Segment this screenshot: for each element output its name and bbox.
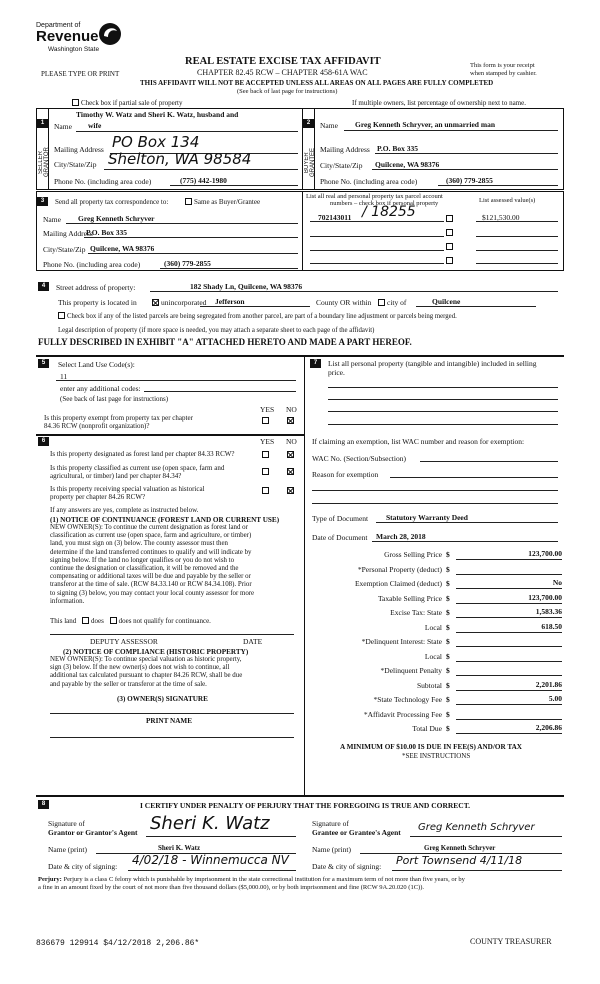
grantee-name-label: Name (print) [312,845,351,854]
deputy-date-label: DATE [243,637,263,646]
calc-currency: $ [446,637,450,646]
unincorporated-checkbox[interactable] [152,299,159,306]
parcels-header-1: List all real and personal property tax parcel account [306,193,443,200]
calc-label: Gross Selling Price [384,550,442,559]
perjury-text-1: Perjury is a class C felony which is punishable by imprisonment in the state correctional institution for a maximum term of not more than five years, or by [63,876,465,883]
calc-row [306,592,568,604]
calc-row [306,693,568,705]
current-use-question-1: Is this property classified as current use (open space, farm and [50,464,225,472]
tax-corr-name-label: Name [43,215,61,224]
calc-currency: $ [446,709,450,719]
street-label: Street address of property: [56,283,136,292]
seller-name-line1: Timothy W. Watz and Sheri K. Watz, husband and [76,110,239,119]
city-value: Quilcene [432,297,461,306]
form-title: REAL ESTATE EXCISE TAX AFFIDAVIT [185,56,381,67]
calc-row [306,708,568,720]
buyer-mailing-label: Mailing Address [320,145,370,154]
if-any-yes-text: If any answers are yes, complete as instructed below. [50,506,199,514]
partial-sale-label: Check box if partial sale of property [81,99,183,107]
calc-label: Local [424,622,442,632]
notice-line: transferor at the time of sale. (RCW 84.33.140 or RCW 84.34.108). Prior [50,581,252,589]
exempt-no-checkbox[interactable] [287,417,294,424]
calc-label: *State Technology Fee [373,695,442,704]
current-use-yes-checkbox[interactable] [262,468,269,475]
segregated-label: Check box if any of the listed parcels are being segregated from another parcel, are part of a boundary line adjustment or parcels being merged. [67,313,457,320]
receipt-note-2: when stamped by cashier. [470,70,537,77]
section-2-number: 2 [303,119,314,128]
parcel-2-personal-checkbox[interactable] [446,229,453,236]
grantee-signature: Greg Kenneth Schryver [418,822,535,833]
notice-line: to signing (3) below, you may contact your local county assessor for more [50,589,255,597]
segregated-checkbox[interactable] [58,312,65,319]
calc-value: No [552,578,562,587]
notice-line: compensating or additional taxes will be due and payable by the seller or [50,573,251,581]
seller-phone-label: Phone No. (including area code) [54,177,152,186]
buyer-name-value: Greg Kenneth Schryver, an unmarried man [355,120,495,129]
perjury-line-2: a fine in an amount fixed by the court of not more than five thousand dollars ($5,000.00), or by both imprisonment and fine (RCW 9A.20.020 (1C)). [38,884,425,891]
grantor-name-value: Sheri K. Watz [158,844,201,852]
notice-line: continue the designation or classification, it will be removed and the [50,565,239,573]
tax-corr-city-label: City/State/Zip [43,245,86,254]
notice-line: NEW OWNER(S): To continue special valuation as historic property, [50,656,242,663]
seller-side-label: SELLER GRANTOR [38,147,50,178]
calc-row [306,635,568,647]
grantee-sig-label-b: Grantee or Grantee's Agent [312,828,401,837]
notice1-title: (1) NOTICE OF CONTINUANCE (FOREST LAND OR CURRENT USE) [50,516,280,524]
parcel-number: 702143011 [318,213,352,222]
parcel-1-personal-checkbox[interactable] [446,215,453,222]
forest-no-checkbox[interactable] [287,451,294,458]
certify-text: I CERTIFY UNDER PENALTY OF PERJURY THAT THE FOREGOING IS TRUE AND CORRECT. [140,801,471,810]
exempt-yes-checkbox[interactable] [262,417,269,424]
minimum-fee-note-2: *SEE INSTRUCTIONS [402,752,471,760]
calc-row [306,548,568,560]
same-as-buyer-checkbox[interactable] [185,198,192,205]
located-in-label: This property is located in [58,298,137,307]
calc-value: 123,700.00 [528,592,562,602]
county-value: Jefferson [215,297,245,306]
calc-row [306,563,568,575]
seller-name-label: Name [54,122,72,131]
does-checkbox[interactable] [82,617,89,624]
doc-type-value: Statutory Warranty Deed [386,513,468,522]
print-name-label: PRINT NAME [146,717,192,725]
form-see-back: (See back of last page for instructions) [237,88,338,95]
parcel-3-personal-checkbox[interactable] [446,243,453,250]
fully-described-text: FULLY DESCRIBED IN EXHIBIT "A" ATTACHED HERETO AND MADE A PART HEREOF. [38,337,412,347]
personal-property-label-2: price. [328,368,345,377]
seller-city-value: Shelton, WA 98584 [108,150,252,168]
tax-corr-mailing-label: Mailing Address [43,229,93,238]
form-chapter: CHAPTER 82.45 RCW – CHAPTER 458-61A WAC [197,68,368,77]
section6-yes-header: YES [260,437,275,446]
historic-question-1: Is this property receiving special valuation as historical [50,485,205,493]
tax-corr-name-value: Greg Kenneth Schryver [78,214,155,223]
notice2-body [50,656,300,689]
parcel-handwritten: / 18255 [362,204,416,220]
calc-label: *Affidavit Processing Fee [363,709,442,719]
city-of-checkbox[interactable] [378,299,385,306]
calc-label: Subtotal [416,680,442,690]
calc-row [306,621,568,633]
calc-row [306,577,568,589]
grantor-date-value: 4/02/18 - Winnemucca NV [132,853,289,867]
seller-mailing-label: Mailing Address [54,145,104,154]
exempt-question-2: 84.36 RCW (nonprofit organization)? [44,422,150,430]
grantee-date-label: Date & city of signing: [312,862,382,871]
notice-line: land, you must sign on (3) below. The county assessor must then [50,540,228,548]
buyer-side-label: BUYER GRANTEE [304,148,316,178]
tax-corr-label: Send all property tax correspondence to: [55,198,169,206]
seller-city-label: City/State/Zip [54,160,97,169]
grantor-name-label: Name (print) [48,845,87,854]
calc-value: 2,206.86 [535,723,562,732]
city-of-label: city of [387,298,407,307]
parcels-header-2: numbers – check box if personal property [330,200,439,207]
buyer-phone-value: (360) 779-2855 [446,176,493,185]
calc-currency: $ [446,564,450,574]
land-use-see-back: (See back of last page for instructions) [60,395,169,403]
current-use-no-checkbox[interactable] [287,468,294,475]
notice-line: and payable by the seller or transferor at the time of sale. [50,680,207,688]
calc-label: Total Due [412,724,442,733]
calc-currency: $ [446,622,450,632]
street-value: 182 Shady Ln, Quilcene, WA 98376 [190,282,303,291]
assessed-header: List assessed value(s) [479,197,536,204]
exemption-label: If claiming an exemption, list WAC number and reason for exemption: [312,437,525,446]
forest-yes-checkbox[interactable] [262,451,269,458]
grantee-date-value: Port Townsend 4/11/18 [396,854,523,867]
tax-corr-phone-label: Phone No. (including area code) [43,260,141,269]
calc-row [306,650,568,662]
multiple-owners-note: If multiple owners, list percentage of ownership next to name. [352,99,526,107]
same-as-buyer-label: Same as Buyer/Grantee [194,198,261,206]
buyer-mailing-value: P.O. Box 335 [377,144,418,153]
calc-currency: $ [446,608,450,617]
unincorporated-row[interactable] [152,298,206,307]
calc-value: 123,700.00 [528,549,562,558]
notice-line: signing below. If the land no longer qualifies or you do not wish to [50,556,235,564]
logo [36,22,126,56]
does-not-checkbox[interactable] [110,617,117,624]
section-8-number: 8 [38,800,49,809]
does-not-label: does not qualify for continuance. [118,617,211,625]
section6-no-header: NO [286,437,297,446]
seller-name-line2: wife [88,121,102,130]
calc-label: Local [424,651,442,661]
section-1-number: 1 [37,119,48,128]
grantor-signature: Sheri K. Watz [150,813,270,834]
calc-currency: $ [446,593,450,603]
grantor-sig-label-a: Signature of [48,819,85,828]
calc-label: Exemption Claimed (deduct) [354,579,442,588]
perjury-label: Perjury: [38,876,62,883]
tax-corr-phone-value: (360) 779-2855 [164,259,211,268]
calc-value: 618.50 [541,621,562,631]
calc-row [306,606,568,618]
historic-no-checkbox[interactable] [287,487,294,494]
doc-date-label: Date of Document [312,533,368,542]
buyer-phone-label: Phone No. (including area code) [320,177,418,186]
calc-label: *Personal Property (deduct) [357,564,442,574]
same-as-buyer-row[interactable] [185,198,260,206]
receipt-note-1: This form is your receipt [470,62,535,69]
tax-corr-city-value: Quilcene, WA 98376 [90,244,155,253]
notice-line: additional tax calculated pursuant to chapter 84.26 RCW, shall be due [50,672,243,680]
perjury-line-1 [38,876,465,883]
doc-date-value: March 28, 2018 [376,532,426,541]
deputy-assessor-label: DEPUTY ASSESSOR [90,637,158,646]
historic-yes-checkbox[interactable] [262,487,269,494]
calc-row [306,664,568,676]
segregated-row[interactable] [58,312,457,320]
calc-label: Taxable Selling Price [377,593,442,603]
does-label: does [91,617,104,625]
section5-yes-header: YES [260,405,275,414]
current-use-question-2: agricultural, or timber) land per chapter 84.34? [50,472,182,480]
calc-row [306,722,568,734]
notice-line: determine if the land transferred continues to qualify and will indicate by [50,548,252,556]
section-4-number: 4 [38,282,49,291]
calc-label: *Delinquent Penalty [380,666,442,675]
partial-sale-checkbox-row[interactable] [72,99,182,107]
personal-property-label-1: List all personal property (tangible and intangible) included in selling [328,359,537,368]
calc-row [306,679,568,691]
section-6-number: 6 [38,437,49,446]
receipt-stamp: 836679 129914 $4/12/2018 2,206.86* [36,939,200,948]
grantee-name-value: Greg Kenneth Schryver [424,844,496,852]
please-type-label: PLEASE TYPE OR PRINT [41,70,120,78]
historic-question-2: property per chapter 84.26 RCW? [50,493,146,501]
calc-label: *Delinquent Interest: State [361,637,442,646]
buyer-city-label: City/State/Zip [320,161,363,170]
land-use-value: 11 [60,372,68,381]
notice-line: information. [50,597,85,605]
notice-line: NEW OWNER(S): To continue the current designation as forest land or [50,524,248,531]
owner-signature-label: (3) OWNER(S) SIGNATURE [117,695,208,703]
notice2-title: (2) NOTICE OF COMPLIANCE (HISTORIC PROPERTY) [63,648,249,656]
buyer-city-value: Quilcene, WA 98376 [375,160,440,169]
calc-currency: $ [446,724,450,733]
doc-type-label: Type of Document [312,514,369,523]
grantor-date-label: Date & city of signing: [48,862,118,871]
calc-currency: $ [446,680,450,690]
tax-corr-mailing-value: P.O. Box 335 [86,228,127,237]
exempt-question-1: Is this property exempt from property tax per chapter [44,414,193,422]
buyer-name-label: Name [320,121,338,130]
partial-sale-checkbox[interactable] [72,99,79,106]
calc-currency: $ [446,550,450,559]
legal-desc-label: Legal description of property (if more space is needed, you may attach a separate sheet to each page of the affidavit) [58,327,375,334]
reason-label: Reason for exemption [312,470,379,479]
section-7-number: 7 [310,359,321,368]
land-use-label: Select Land Use Code(s): [58,360,135,369]
grantor-sig-label-b: Grantor or Grantor's Agent [48,828,138,837]
calc-currency: $ [446,666,450,675]
calc-value: 5.00 [548,694,562,703]
section-5-number: 5 [38,359,49,368]
calc-value: 2,201.86 [535,679,562,689]
assessed-value: $121,530.00 [482,213,520,222]
notice-line: classification as current use (open space, farm and agriculture, or timber) [50,532,252,540]
form-warning: THIS AFFIDAVIT WILL NOT BE ACCEPTED UNLESS ALL AREAS ON ALL PAGES ARE FULLY COMPLETED [140,79,494,87]
notice-line: sign (3) below. If the new owner(s) does not wish to continue, all [50,664,230,672]
calc-label: Excise Tax: State [390,608,442,617]
unincorporated-label: unincorporated [161,298,207,307]
calc-currency: $ [446,695,450,704]
wac-label: WAC No. (Section/Subsection) [312,454,406,463]
seller-mailing-value: PO Box 134 [112,133,200,151]
grantee-sig-label-a: Signature of [312,819,349,828]
county-or-label: County OR within [316,298,372,307]
logo-department: Department of [36,22,81,29]
minimum-fee-note-1: A MINIMUM OF $10.00 IS DUE IN FEE(S) AND/OR TAX [340,743,522,751]
calc-currency: $ [446,651,450,661]
logo-state: Washington State [48,46,100,53]
section5-no-header: NO [286,405,297,414]
calc-currency: $ [446,579,450,588]
seller-phone-value: (775) 442-1980 [180,176,227,185]
logo-revenue: Revenue [36,28,99,45]
forest-question: Is this property designated as forest land per chapter 84.33 RCW? [50,450,235,458]
this-land-row [50,617,211,625]
notice1-body [50,524,300,606]
parcel-4-personal-checkbox[interactable] [446,257,453,264]
section-3-number: 3 [37,197,48,206]
county-treasurer-label: COUNTY TREASURER [470,937,552,946]
additional-codes-label: enter any additional codes: [60,384,141,393]
logo-swirl-icon [98,22,122,46]
calc-value: 1,583.36 [535,607,562,616]
city-of-row[interactable] [378,298,406,307]
this-land-label: This land [50,617,77,625]
